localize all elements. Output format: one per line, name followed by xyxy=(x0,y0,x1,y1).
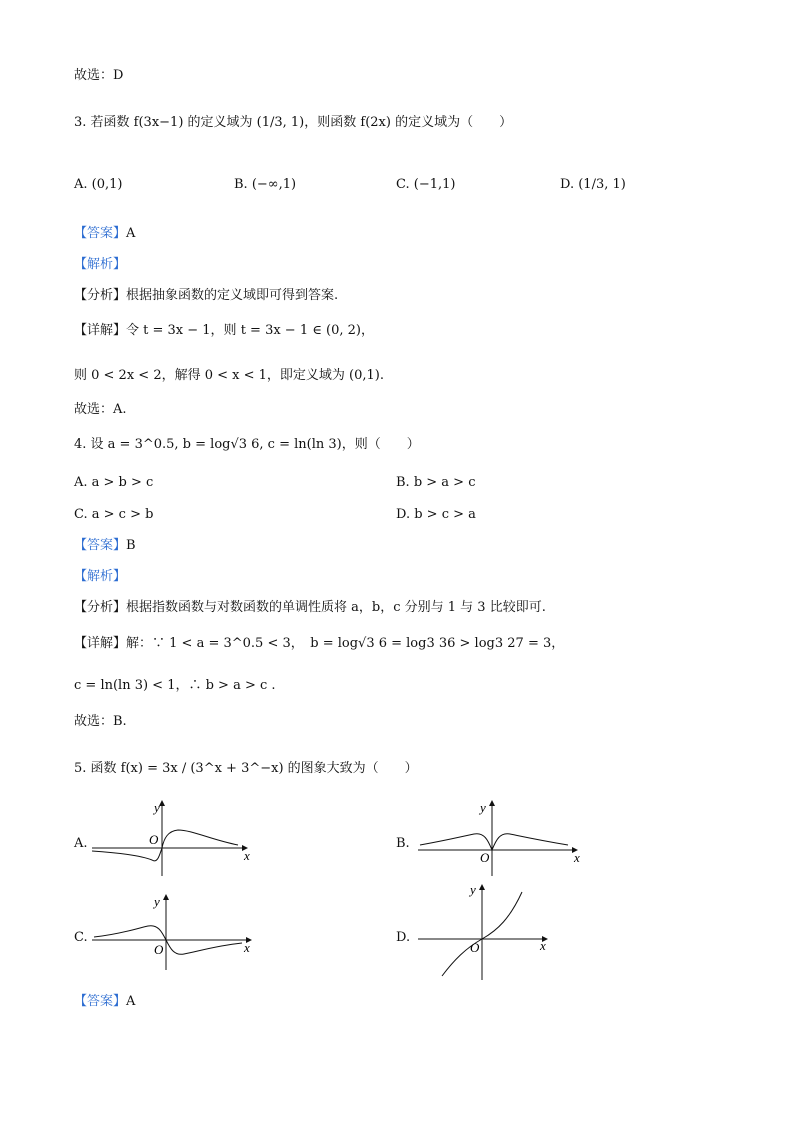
q3-detail-line-1 xyxy=(74,321,374,341)
q3-option-a: A. (0,1) xyxy=(74,177,123,192)
q5-option-c-label: C. xyxy=(74,930,88,945)
detail-tag: 【详解】 xyxy=(74,323,127,338)
q4-fenxi-line xyxy=(74,598,546,618)
q4-answer-line xyxy=(74,536,136,556)
q3-option-d: D. (1/3, 1) xyxy=(560,177,626,192)
q5-a-y-label: y xyxy=(154,800,160,815)
q3-analysis-tag: 【解析】 xyxy=(74,257,127,272)
q5-b-origin-label: O xyxy=(480,850,490,865)
q3-fenxi: 根据抽象函数的定义域即可得到答案. xyxy=(126,288,339,303)
q4-analysis-tag: 【解析】 xyxy=(74,569,127,584)
q5-a-origin-label: O xyxy=(149,832,159,847)
q5-b-x-label: x xyxy=(574,850,580,865)
q3-answer-line xyxy=(74,224,135,244)
q5-c-x-label: x xyxy=(244,940,250,955)
q3-option-b: B. (−∞,1) xyxy=(234,177,297,192)
q5-a-x-label: x xyxy=(244,848,250,863)
q5-option-a-label: A. xyxy=(74,836,88,851)
q5-c-y-label: y xyxy=(154,894,160,909)
q3-stem: 3. 若函数 f(3x−1) 的定义域为 (1/3, 1)，则函数 f(2x) 的定义域为（ ） xyxy=(74,115,513,130)
q4-detail-1: 解：∵ 1 < a = 3^0.5 < 3， b = log√3 6 = log3 36 > log3 27 = 3， xyxy=(126,636,565,651)
q2-conclusion: 故选：D xyxy=(74,68,124,83)
q5-d-x-label: x xyxy=(540,938,546,953)
q3-detail-2: 则 0 < 2x < 2，解得 0 < x < 1，即定义域为 (0,1). xyxy=(74,368,384,383)
q5-d-y-label: y xyxy=(470,882,476,897)
q4-detail-line-1 xyxy=(74,634,564,654)
answer-tag: 【答案】 xyxy=(74,538,127,553)
q3-option-c: C. (−1,1) xyxy=(396,177,456,192)
q4-option-d: D. b > c > a xyxy=(396,507,476,522)
fenxi-tag: 【分析】 xyxy=(74,600,127,615)
q4-stem: 4. 设 a = 3^0.5, b = log√3 6, c = ln(ln 3)，则（ ） xyxy=(74,437,420,452)
q4-option-b: B. b > a > c xyxy=(396,475,476,490)
q5-answer-line xyxy=(74,992,135,1012)
q5-d-origin-label: O xyxy=(470,940,480,955)
q4-option-a: A. a > b > c xyxy=(74,475,154,490)
q5-graph-b xyxy=(418,798,582,876)
q5-answer: A xyxy=(126,994,136,1009)
q5-c-origin-label: O xyxy=(154,942,164,957)
q5-graph-d xyxy=(418,880,552,980)
q4-option-c: C. a > c > b xyxy=(74,507,154,522)
q4-fenxi: 根据指数函数与对数函数的单调性质将 a，b，c 分别与 1 与 3 比较即可. xyxy=(126,600,546,615)
q3-conclusion: 故选：A. xyxy=(74,402,127,417)
q4-detail-2: c = ln(ln 3) < 1，∴ b > a > c . xyxy=(74,678,276,693)
fenxi-tag: 【分析】 xyxy=(74,288,127,303)
detail-tag: 【详解】 xyxy=(74,636,127,651)
q5-graph-c xyxy=(92,892,256,970)
q3-answer: A xyxy=(126,226,136,241)
q3-detail-1: 令 t = 3x − 1，则 t = 3x − 1 ∈ (0, 2)， xyxy=(126,323,374,338)
q5-graph-a xyxy=(92,798,252,876)
q5-option-d-label: D. xyxy=(396,930,411,945)
q4-conclusion: 故选：B. xyxy=(74,714,127,729)
q5-option-b-label: B. xyxy=(396,836,410,851)
answer-tag: 【答案】 xyxy=(74,994,127,1009)
answer-tag: 【答案】 xyxy=(74,226,127,241)
q5-stem: 5. 函数 f(x) = 3x / (3^x + 3^−x) 的图象大致为（ ） xyxy=(74,761,418,776)
q3-fenxi-line xyxy=(74,286,338,306)
q5-b-y-label: y xyxy=(480,800,486,815)
q4-answer: B xyxy=(126,538,136,553)
